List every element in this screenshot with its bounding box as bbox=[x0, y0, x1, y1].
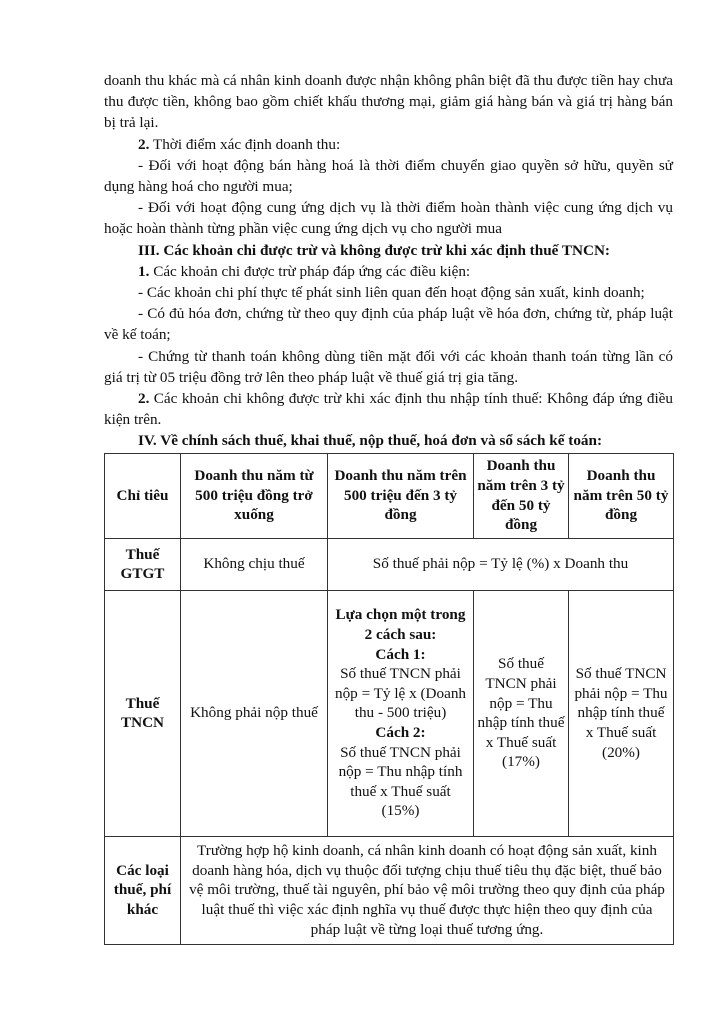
cell-gtgt-formula: Số thuế phải nộp = Tỷ lệ (%) x Doanh thu bbox=[328, 538, 674, 590]
header-indicator: Chỉ tiêu bbox=[105, 453, 181, 538]
item-text: Các khoản chi không được trừ khi xác định thu nhập tính thuế: Không đáp ứng điều kiện trên. bbox=[104, 390, 673, 429]
cell-other-taxes-text: Trường hợp hộ kinh doanh, cá nhân kinh doanh có hoạt động sản xuất, kinh doanh hàng hóa, dịch vụ thuộc đối tượng chịu thuế tiêu thụ đặc biệt, thuế bảo vệ môi trường, thuế tài nguyên, phí bảo vệ môi trường theo quy định của pháp luật thuế thì việc xác định nghĩa vụ thuế được thực hiện theo quy định của pháp luật về từng loại thuế tương ứng. bbox=[181, 836, 674, 944]
tax-policy-table bbox=[104, 453, 674, 945]
paragraph-service-supply: - Đối với hoạt động cung ứng dịch vụ là thời điểm hoàn thành việc cung ứng dịch vụ hoặc hoàn thành từng phần việc cung ứng dịch vụ cho người mua bbox=[104, 199, 673, 238]
cell-tncn-options bbox=[328, 590, 474, 836]
row-label-tncn: Thuế TNCN bbox=[105, 590, 181, 836]
paragraph-revenue-definition: doanh thu khác mà cá nhân kinh doanh được nhận không phân biệt đã thu được tiền hay chưa thu được tiền, không bao gồm chiết khấu thương mại, giảm giá hàng bán và giá trị hàng bán bị trả lại. bbox=[104, 72, 673, 132]
paragraph-invoices: - Có đủ hóa đơn, chứng từ theo quy định của pháp luật về hóa đơn, chứng từ, pháp luật về kế toán; bbox=[104, 305, 673, 344]
paragraph-non-deductible bbox=[104, 388, 673, 430]
row-label-other-taxes: Các loại thuế, phí khác bbox=[105, 836, 181, 944]
paragraph-deductible-conditions bbox=[104, 261, 673, 282]
row-label-gtgt: Thuế GTGT bbox=[105, 538, 181, 590]
paragraph-revenue-timing bbox=[104, 134, 673, 155]
option-2-title: Cách 2: bbox=[375, 723, 426, 741]
option-1-title: Cách 1: bbox=[375, 645, 426, 663]
cell-gtgt-not-taxable: Không chịu thuế bbox=[181, 538, 328, 590]
option-2-formula: Số thuế TNCN phải nộp = Thu nhập tính thuế x Thuế suất (15%) bbox=[338, 743, 463, 820]
item-text: Thời điểm xác định doanh thu: bbox=[149, 135, 341, 153]
item-number: 1. bbox=[138, 262, 150, 280]
header-revenue-under-500m: Doanh thu năm từ 500 triệu đồng trở xuống bbox=[181, 453, 328, 538]
table-row-gtgt bbox=[105, 538, 674, 590]
header-revenue-3b-50b: Doanh thu năm trên 3 tỷ đến 50 tỷ đồng bbox=[474, 453, 569, 538]
item-number: 2. bbox=[138, 135, 150, 153]
table-header-row bbox=[105, 453, 674, 538]
section-heading-iv: IV. Về chính sách thuế, khai thuế, nộp thuế, hoá đơn và sổ sách kế toán: bbox=[138, 432, 603, 450]
cell-tncn-not-payable: Không phải nộp thuế bbox=[181, 590, 328, 836]
table-row-tncn bbox=[105, 590, 674, 836]
cell-tncn-20-percent: Số thuế TNCN phải nộp = Thu nhập tính thuế x Thuế suất (20%) bbox=[569, 590, 674, 836]
header-revenue-500m-3b: Doanh thu năm trên 500 triệu đến 3 tỷ đồng bbox=[328, 453, 474, 538]
table-row-other-taxes bbox=[105, 836, 674, 944]
document-page bbox=[104, 70, 673, 945]
section-heading-iii: III. Các khoản chi được trừ và không được trừ khi xác định thuế TNCN: bbox=[138, 241, 610, 259]
option-1-formula: Số thuế TNCN phải nộp = Tỷ lệ x (Doanh thu - 500 triệu) bbox=[334, 665, 467, 722]
header-revenue-over-50b: Doanh thu năm trên 50 tỷ đồng bbox=[569, 453, 674, 538]
paragraph-actual-expenses: - Các khoản chi phí thực tế phát sinh liên quan đến hoạt động sản xuất, kinh doanh; bbox=[138, 284, 645, 302]
options-intro: Lựa chọn một trong 2 cách sau: bbox=[335, 606, 466, 643]
paragraph-non-cash-payment: - Chứng từ thanh toán không dùng tiền mặt đối với các khoản thanh toán từng lần có giá trị từ 05 triệu đồng trở lên theo pháp luật về thuế giá trị gia tăng. bbox=[104, 347, 673, 386]
item-number: 2. bbox=[138, 390, 150, 408]
paragraph-goods-sale: - Đối với hoạt động bán hàng hoá là thời điểm chuyển giao quyền sở hữu, quyền sử dụng hàng hoá cho người mua; bbox=[104, 156, 673, 196]
item-text: Các khoản chi được trừ pháp đáp ứng các điều kiện: bbox=[149, 262, 471, 280]
cell-tncn-17-percent: Số thuế TNCN phải nộp = Thu nhập tính thuế x Thuế suất (17%) bbox=[474, 590, 569, 836]
